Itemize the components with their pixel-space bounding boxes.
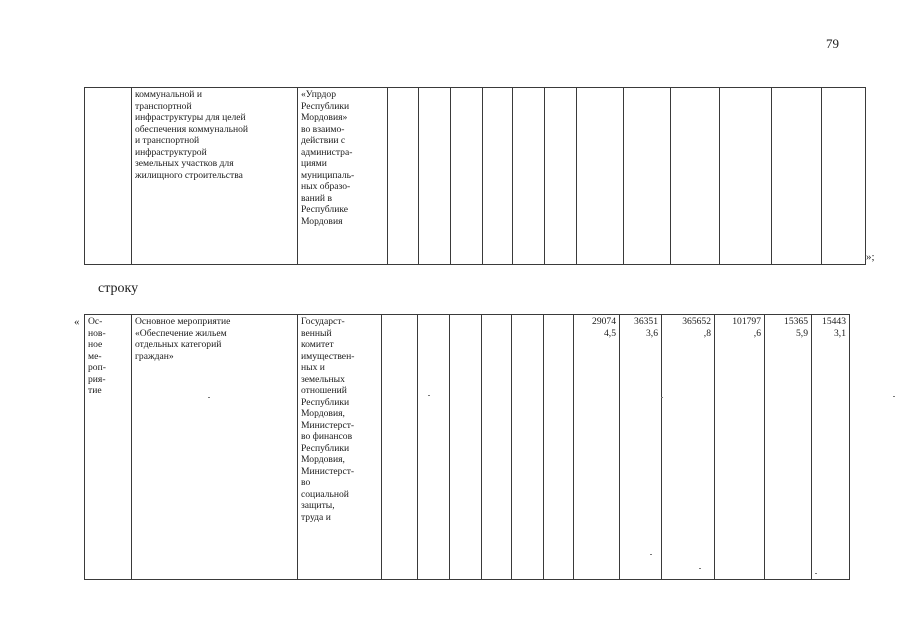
scan-speck — [661, 397, 663, 398]
executor-text: Государст- венный комитет имуществен- ных и земельных отношений Республики Мордовия, Министерст- во финансов Республики Мордовия, Министерст- во социальной защиты, труда и — [301, 316, 355, 523]
value-cell — [662, 315, 715, 580]
empty-cell — [482, 315, 512, 580]
closing-quote: »; — [866, 251, 875, 263]
value-text: 365652 ,8 — [682, 316, 711, 339]
empty-cell — [544, 315, 574, 580]
empty-cell — [671, 88, 720, 265]
activity-cell — [132, 88, 298, 265]
executor-cell — [298, 88, 388, 265]
executor-cell — [298, 315, 382, 580]
scan-speck — [815, 573, 817, 574]
empty-cell — [388, 88, 419, 265]
empty-cell — [822, 88, 866, 265]
value-text: 15443 3,1 — [822, 316, 846, 339]
table-row — [85, 88, 866, 265]
empty-cell — [624, 88, 671, 265]
empty-cell — [483, 88, 513, 265]
activity-text: коммунальной и транспортной инфраструктуры для целей обеспечения коммунальной и транспортной инфраструктурой земельных участков для жилищного строительства — [135, 89, 249, 181]
empty-cell — [419, 88, 451, 265]
activity-cell — [132, 315, 298, 580]
value-cell — [620, 315, 662, 580]
executor-text: «Упрдор Республики Мордовия» во взаимо- действии с администра- циями муниципаль- ных образо- ваний в Республике Мордовия — [301, 89, 355, 227]
section-word: строку — [98, 281, 139, 296]
scan-speck — [428, 395, 430, 396]
scan-speck — [893, 396, 895, 397]
empty-cell — [545, 88, 577, 265]
scan-speck — [208, 397, 210, 398]
empty-cell — [512, 315, 544, 580]
table-main-activity — [84, 314, 850, 580]
page-number: 79 — [826, 36, 839, 51]
scan-speck — [699, 568, 701, 569]
value-text: 15365 5,9 — [784, 316, 808, 339]
value-cell — [715, 315, 765, 580]
opening-quote: « — [74, 316, 80, 328]
empty-cell — [577, 88, 624, 265]
value-cell — [574, 315, 620, 580]
empty-cell — [450, 315, 482, 580]
value-cell — [812, 315, 850, 580]
value-text: 29074 4,5 — [592, 316, 616, 339]
table-continued — [84, 87, 866, 265]
type-label: Ос- нов- ное ме- роп- рия- тие — [88, 316, 106, 396]
table-row — [85, 315, 850, 580]
empty-cell — [720, 88, 772, 265]
scan-speck — [650, 554, 652, 555]
empty-cell — [451, 88, 483, 265]
empty-cell — [382, 315, 418, 580]
value-text: 36351 3,6 — [634, 316, 658, 339]
empty-cell — [418, 315, 450, 580]
type-cell — [85, 315, 132, 580]
empty-cell — [513, 88, 545, 265]
empty-cell — [772, 88, 822, 265]
type-cell — [85, 88, 132, 265]
value-text: 101797 ,6 — [732, 316, 761, 339]
activity-text: Основное мероприятие «Обеспечение жильем отдельных категорий граждан» — [135, 316, 231, 362]
value-cell — [765, 315, 812, 580]
